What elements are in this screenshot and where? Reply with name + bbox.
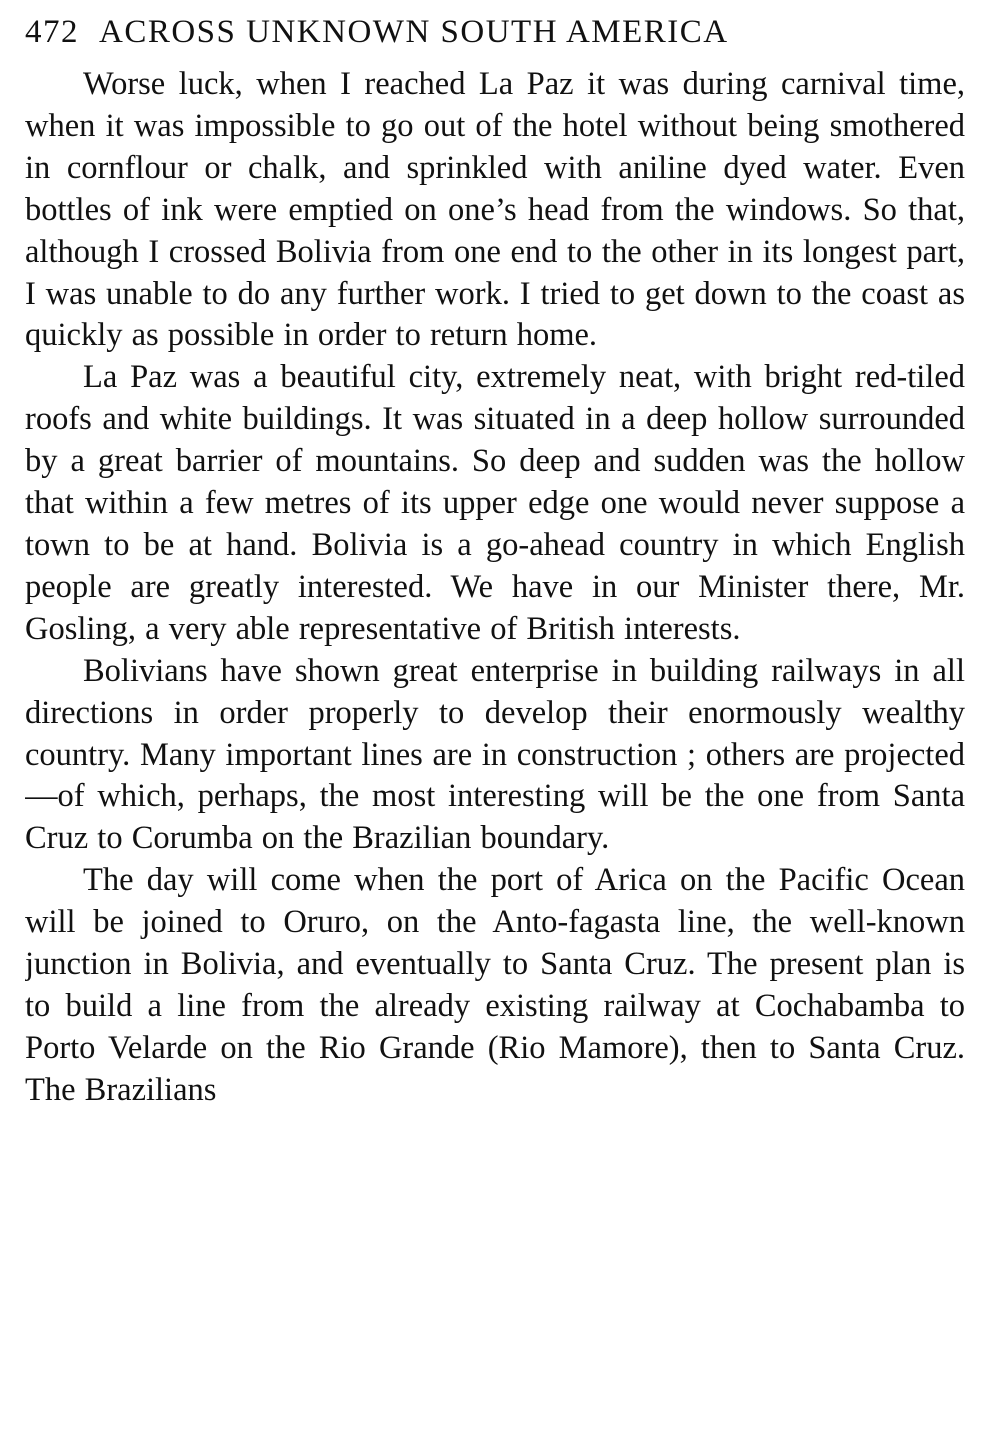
book-page (25, 14, 965, 1426)
paragraph-la-paz: La Paz was a beautiful city, extremely neat, with bright red-tiled roofs and white buildings. It was situated in a deep hollow surrounded by a great barrier of mountains. So deep and sudden was the hollow that within a few metres of its upper edge one would never suppose a town to be at hand. Bolivia is a go-ahead country in which English people are greatly interested. We have in our Minister there, Mr. Gosling, a very able representative of British interests. (25, 359, 965, 647)
paragraph-railways: Bolivians have shown great enterprise in building railways in all directions in order properly to develop their enormously wealthy country. Many important lines are in construction ; others are projected—of which, perhaps, the most interesting will be the one from Santa Cruz to Corumba on the Brazilian boundary. (25, 652, 965, 857)
paragraph-carnival: Worse luck, when I reached La Paz it was during carnival time, when it was impossible to go out of the hotel without being smothered in cornflour or chalk, and sprinkled with aniline dyed water. Even bottles of ink were emptied on one’s head from the windows. So that, although I crossed Bolivia from one end to the other in its longest part, I was unable to do any further work. I tried to get down to the coast as quickly as possible in order to return home. (25, 66, 965, 354)
paragraph-arica: The day will come when the port of Arica on the Pacific Ocean will be joined to Oruro, on the Anto-fagasta line, the well-known junction in Bolivia, and eventually to Santa Cruz. The present plan is to build a line from the already existing railway at Cochabamba to Porto Velarde on the Rio Grande (Rio Mamore), then to Santa Cruz. The Brazilians (25, 862, 965, 1108)
body-text (25, 64, 965, 1112)
running-head (25, 14, 965, 64)
running-title: ACROSS UNKNOWN SOUTH AMERICA (99, 14, 729, 50)
page-number: 472 (25, 14, 79, 50)
